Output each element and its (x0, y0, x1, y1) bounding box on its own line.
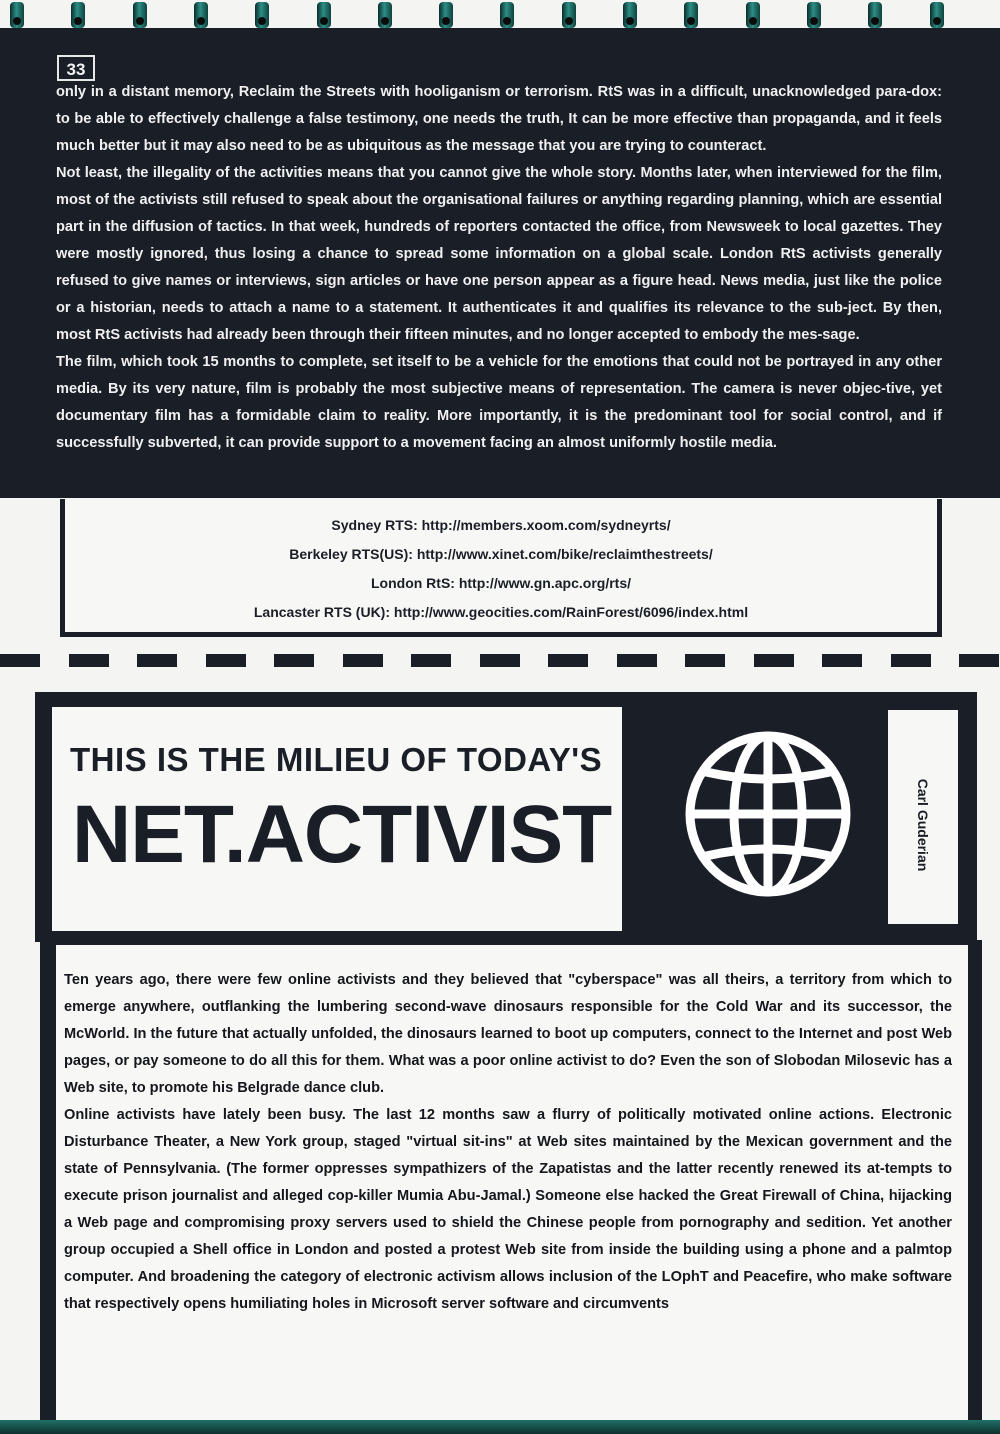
binding-ring (10, 2, 24, 28)
globe-icon (668, 714, 868, 914)
paragraph: The film, which took 15 months to complete, set itself to be a vehicle for the emotions that could not be portrayed in any other media. By its very nature, film is probably the most subjective means of representation. The camera is never objec-tive, yet documentary film has a formidable claim to reality. More importantly, it is the predominant tool for social control, and if successfully subverted, it can provide support to a movement facing an almost uniformly hostile media. (56, 354, 942, 451)
divider-dash (206, 654, 246, 667)
binding-ring (746, 2, 760, 28)
binding-ring (500, 2, 514, 28)
binding-ring (930, 2, 944, 28)
article-body-text (64, 967, 952, 1318)
paragraph: Online activists have lately been busy. The last 12 months saw a flurry of politically motivated online actions. Electronic Disturbance Theater, a New York group, staged "virtual sit-ins" at Web sites maintained by the Mexican government and the state of Pennsylvania. (The former oppresses sympathizers of the Zapatistas and the latter recently renewed its at-tempts to execute prison journalist and alleged cop-killer Mumia Abu-Jamal.) Someone else hacked the Great Firewall of China, hijacking a Web page and compromising proxy servers used to shield the Chinese people from pornography and sedition. Yet another group occupied a Shell office in London and posted a protest Web site from inside the building using a phone and a palmtop computer. And broadening the category of electronic activism allows inclusion of the LOphT and Peacefire, who make software that respectively opens humiliating holes in Microsoft server software and circumvents (64, 1107, 952, 1312)
binding-ring (71, 2, 85, 28)
divider-dash (274, 654, 314, 667)
binding-ring (623, 2, 637, 28)
link-berkeley: Berkeley RTS(US): http://www.xinet.com/bike/reclaimthestreets/ (289, 546, 713, 562)
binding-ring (317, 2, 331, 28)
divider-dash (0, 654, 40, 667)
binding-ring (684, 2, 698, 28)
divider-dash (137, 654, 177, 667)
binding-ring (562, 2, 576, 28)
link-london: London RtS: http://www.gn.apc.org/rts/ (370, 575, 631, 591)
binding-ring (255, 2, 269, 28)
top-article-text (56, 79, 942, 457)
author-name: Carl Guderian (915, 778, 931, 872)
divider-dash (480, 654, 520, 667)
binding-ring (807, 2, 821, 28)
link-lancaster: Lancaster RTS (UK): http://www.geocities.com/RainForest/6096/index.html (253, 604, 749, 620)
link-sydney: Sydney RTS: http://members.xoom.com/sydneyrts/ (331, 517, 671, 533)
divider-dash (959, 654, 999, 667)
divider-dash (822, 654, 862, 667)
bottom-edge (0, 1420, 1000, 1434)
title-line-2: NET.ACTIVIST (72, 789, 612, 880)
paragraph: Ten years ago, there were few online activists and they believed that "cyberspace" was all theirs, a territory from which to emerge anywhere, outflanking the lumbering second-wave dinosaurs responsible for the Cold War and its successor, the McWorld. In the future that actually unfolded, the dinosaurs learned to boot up computers, connect to the Internet and post Web pages, or pay someone to do all this for them. What was a poor online activist to do? Even the son of Slobodan Milosevic has a Web site, to promote his Belgrade dance club. (64, 972, 952, 1096)
dashed-divider (0, 654, 1000, 668)
divider-dash (69, 654, 109, 667)
divider-dash (343, 654, 383, 667)
title-line-1: THIS IS THE MILIEU OF TODAY'S (70, 741, 603, 778)
divider-dash (685, 654, 725, 667)
paragraph: Not least, the illegality of the activities means that you cannot give the whole story. Months later, when interviewed for the film, most of the activists still refused to speak about the organisational failures or anything regarding planning, which are essential part in the diffusion of tactics. In that week, hundreds of reporters contacted the office, from Newsweek to local gazettes. They were mostly ignored, thus losing a chance to spread some information on a global scale. London RtS activists generally refused to give names or interviews, sign articles or have one person appear as a figure head. News media, just like the police or a historian, needs to attach a name to a statement. It authenticates it and qualifies its relevance to the sub-ject. By then, most RtS activists had already been through their fifteen minutes, and no longer accepted to embody the mes-sage. (56, 165, 942, 343)
binding-ring (439, 2, 453, 28)
divider-dash (617, 654, 657, 667)
rts-links-box (60, 499, 942, 637)
divider-dash (891, 654, 931, 667)
binding-ring (378, 2, 392, 28)
divider-dash (411, 654, 451, 667)
divider-dash (548, 654, 588, 667)
paragraph: only in a distant memory, Reclaim the Streets with hooliganism or terrorism. RtS was in a difficult, unacknowledged para-dox: to be able to effectively challenge a false testimony, one needs the truth, It can be more effective than propaganda, and it feels much better but it may also need to be as ubiquitous as the message that you are trying to counteract. (56, 84, 942, 154)
binding-ring (868, 2, 882, 28)
binding-ring (194, 2, 208, 28)
spiral-binding (0, 0, 1000, 30)
divider-dash (754, 654, 794, 667)
binding-ring (133, 2, 147, 28)
page-number: 33 (57, 55, 95, 81)
